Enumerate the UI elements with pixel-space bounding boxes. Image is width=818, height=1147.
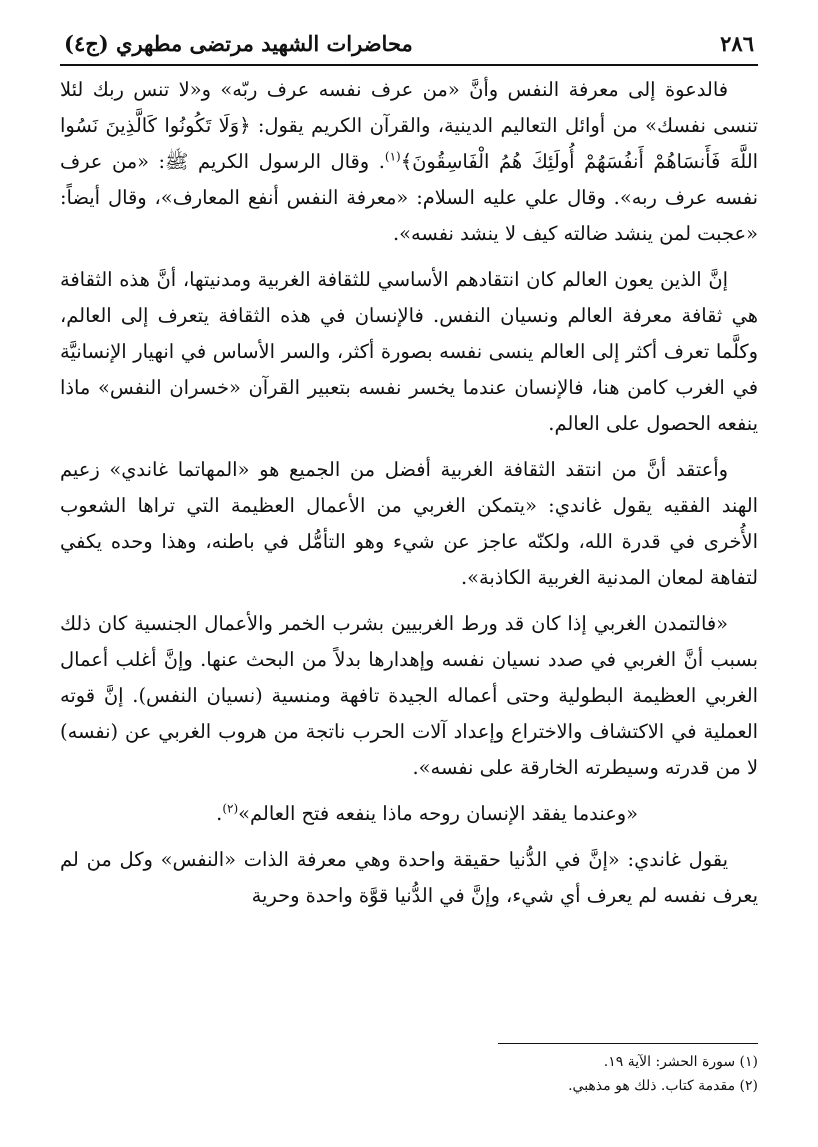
paragraph-4: «فالتمدن الغربي إذا كان قد ورط الغربيين بشرب الخمر والأعمال الجنسية كان ذلك بسبب أنَّ الغربي في صدد نسيان نفسه وإهدارها بدلاً من البحث عنها. وإنَّ أغلب أعمال الغربي العظيمة البطولية وحتى أعماله الجيدة تافهة ومنسية (نسيان النفس). إنَّ قوته العملية في الاكتشاف والاختراع وإعداد آلات الحرب ناتجة من هروب الغربي عن (نفسه) لا من قدرته وسيطرته الخارقة على نفسه». — [60, 612, 758, 779]
footnote-rule — [498, 1043, 758, 1044]
page-number: ٢٨٦ — [720, 31, 754, 56]
footnote-ref-2: (٢) — [222, 801, 239, 816]
paragraph-6: يقول غاندي: «إنَّ في الدُّنيا حقيقة واحدة وهي معرفة الذات «النفس» وكل من لم يعرف نفسه لم يعرف أي شيء، وإنَّ في الدُّنيا قوَّة واحدة وحرية — [60, 848, 758, 907]
running-title: محاضرات الشهيد مرتضى مطهري (ج٤) — [64, 31, 413, 56]
header-rule — [60, 64, 758, 66]
book-page — [60, 28, 758, 924]
page-header — [60, 28, 758, 64]
footnote-2: (٢) مقدمة كتاب. ذلك هو مذهبي. — [568, 1078, 758, 1094]
paragraph-5: «وعندما يفقد الإنسان روحه ماذا ينفعه فتح العالم»$^{(٢)}$. — [216, 801, 638, 825]
footnotes — [60, 1043, 758, 1098]
paragraph-1: فالدعوة إلى معرفة النفس وأنَّ «من عرف نفسه عرف ربّه» و«لا تنس ربك لئلا تنسى نفسك» من أوائل التعاليم الدينية، والقرآن الكريم يقول: ﴿وَلَا تَكُونُوا كَالَّذِينَ نَسُوا اللَّهَ فَأَنسَاهُمْ أَنفُسَهُمْ أُولَئِكَ هُمُ الْفَاسِقُونَ﴾$^{(١)}$. وقال الرسول الكريم ﷺ: «من عرف نفسه عرف ربه». وقال علي عليه السلام: «معرفة النفس أنفع المعارف»، وقال أيضاً: «عجبت لمن ينشد ضالته كيف لا ينشد نفسه». — [60, 78, 759, 245]
body-text — [60, 72, 758, 914]
paragraph-3: وأعتقد أنَّ من انتقد الثقافة الغربية أفضل من الجميع هو «المهاتما غاندي» زعيم الهند الفقيه يقول غاندي: «يتمكن الغربي من الأعمال العظيمة التي تراها الشعوب الأُخرى في قدرة الله، ولكنّه عاجز عن شيء وهو التأمُّل في باطنه، وهذا وحده يكفي لتفاهة لمعان المدنية الغربية الكاذبة». — [60, 458, 758, 589]
paragraph-2: إنَّ الذين يعون العالم كان انتقادهم الأساسي للثقافة الغربية ومدنيتها، أنَّ هذه الثقافة هي ثقافة معرفة العالم ونسيان النفس. فالإنسان في هذه الثقافة يتعرف إلى العالم، وكلَّما تعرف أكثر إلى العالم ينسى نفسه بصورة أكثر، والسر الأساس في انهيار الإنسانيَّة في الغرب كامن هنا، فالإنسان عندما يخسر نفسه بتعبير القرآن «خسران النفس» ماذا ينفعه الحصول على العالم. — [60, 268, 758, 435]
footnote-ref-1: (١) — [384, 149, 401, 164]
footnote-1: (١) سورة الحشر: الآية ١٩. — [603, 1054, 758, 1070]
